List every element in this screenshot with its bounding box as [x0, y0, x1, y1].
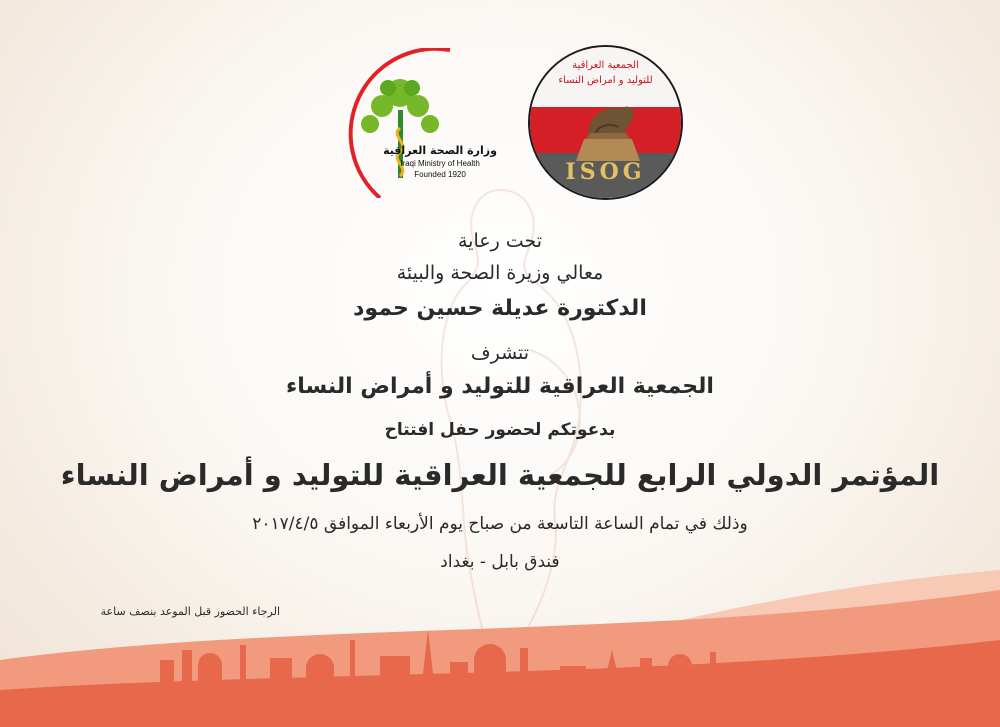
under-patronage: تحت رعاية: [457, 230, 543, 252]
date-time: وذلك في تمام الساعة التاسعة من صباح يوم الأربعاء الموافق ٢٠١٧/٤/٥: [252, 514, 748, 534]
isog-line1: الجمعية العراقية: [572, 60, 639, 71]
ministry-founded: Founded 1920: [414, 170, 466, 179]
isog-line2: للتوليد و امراض النساء: [558, 75, 653, 86]
ministry-name-ar: وزارة الصحة العراقية: [383, 144, 497, 157]
honored-text: تتشرف: [470, 342, 530, 364]
isog-acronym: ISOG: [565, 159, 646, 185]
society-name: الجمعية العراقية للتوليد و أمراض النساء: [286, 374, 714, 399]
arrival-note: الرجاء الحضور قبل الموعد بنصف ساعة: [100, 605, 280, 618]
venue: فندق بابل - بغداد: [440, 552, 560, 572]
minister-name: الدكتورة عديلة حسين حمود: [353, 296, 647, 321]
isog-logo: [528, 45, 683, 200]
lion-of-babylon-icon: [568, 83, 648, 163]
minister-title: معالي وزيرة الصحة والبيئة: [396, 262, 604, 284]
conference-title: المؤتمر الدولي الرابع للجمعية العراقية للتوليد و أمراض النساء: [60, 458, 940, 492]
baghdad-skyline-waves: [0, 560, 1000, 727]
invite-text: بدعوتكم لحضور حفل افتتاح: [384, 420, 616, 440]
ministry-name-en: Iraqi Ministry of Health: [400, 159, 480, 168]
